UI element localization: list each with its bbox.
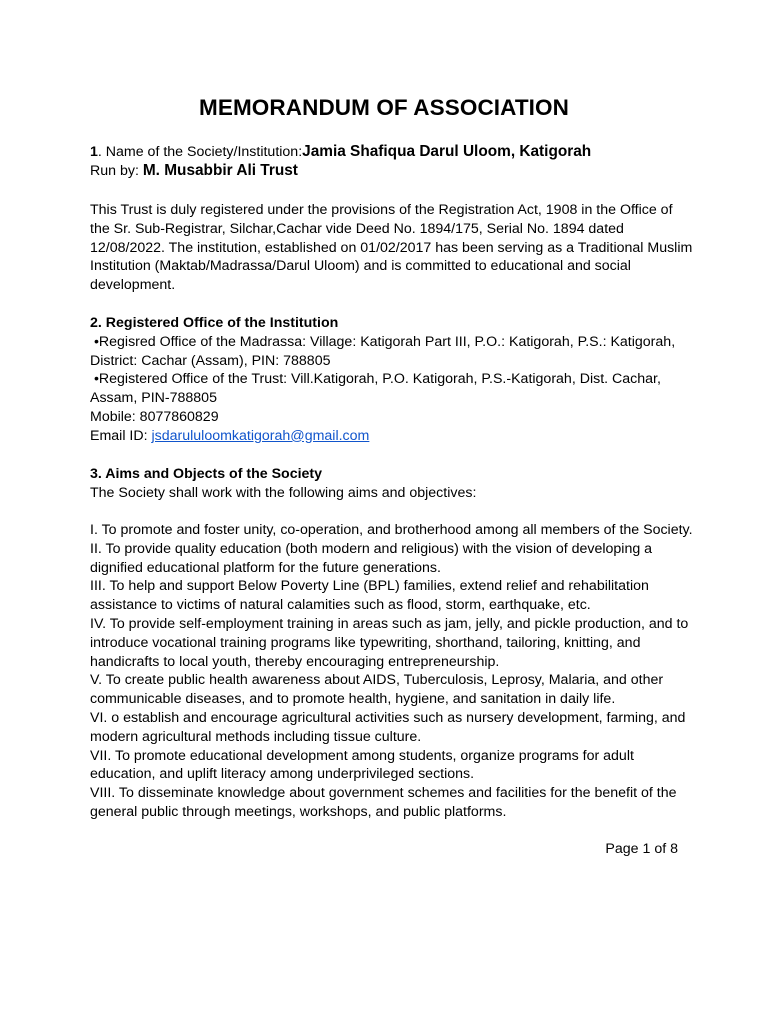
run-by-trust: M. Musabbir Ali Trust	[142, 161, 298, 179]
email-label: Email ID:	[90, 427, 152, 444]
aim-line: I. To promote and foster unity, co-operation, and brotherhood among all members of the Society.	[90, 522, 693, 538]
aim-line: IV. To provide self-employment training in areas such as jam, jelly, and pickle production, and to	[90, 615, 689, 632]
aim-line: VI. o establish and encourage agricultural activities such as nursery development, farming, and	[90, 709, 686, 726]
aim-line: modern agricultural methods including tissue culture.	[90, 728, 422, 745]
intro-paragraph	[90, 201, 693, 295]
aim-line: assistance to victims of natural calamities such as flood, storm, earthquake, etc.	[90, 597, 591, 614]
document-title: MEMORANDUM OF ASSOCIATION	[199, 95, 569, 120]
section-1	[90, 143, 690, 181]
section-3	[90, 465, 690, 503]
institution-name: Jamia Shafiqua Darul Uloom, Katigorah	[302, 143, 592, 160]
aim-line: II. To provide quality education (both modern and religious) with the vision of developing a	[90, 540, 653, 557]
office-line: •Regisred Office of the Madrassa: Village: Katigorah Part III, P.O.: Katigorah, P.S.: Katigorah,	[90, 333, 676, 350]
section-1-number: 1	[90, 144, 98, 160]
section-2	[90, 314, 690, 446]
section-1-label: . Name of the Society/Institution:	[97, 144, 303, 160]
aim-line: VIII. To disseminate knowledge about government schemes and facilities for the benefit of the	[90, 785, 677, 802]
aim-line: dignified educational platform for the future generations.	[90, 559, 441, 576]
intro-line: 12/08/2022. The institution, established on 01/02/2017 has been serving as a Traditional Muslim	[90, 239, 693, 256]
office-line: Assam, PIN-788805	[90, 390, 217, 407]
intro-line: This Trust is duly registered under the provisions of the Registration Act, 1908 in the Office of	[90, 202, 673, 218]
run-by-label: Run by:	[90, 162, 143, 179]
aim-line: education, and uplift literacy among underprivileged sections.	[90, 766, 475, 783]
mobile-line: Mobile: 8077860829	[90, 408, 219, 425]
section-3-heading: 3. Aims and Objects of the Society	[90, 466, 323, 482]
aim-line: VII. To promote educational development among students, organize programs for adult	[90, 747, 634, 764]
page-number: Page 1 of 8	[605, 841, 678, 857]
intro-line: the Sr. Sub-Registrar, Silchar,Cachar vide Deed No. 1894/175, Serial No. 1894 dated	[90, 220, 624, 237]
email-link[interactable]: jsdarululoomkatigorah@gmail.com	[151, 427, 370, 444]
intro-line: development.	[90, 277, 176, 294]
aims-list	[90, 521, 693, 822]
office-line: District: Cachar (Assam), PIN: 788805	[90, 352, 331, 369]
aim-line: handicrafts to local youth, thereby encouraging entrepreneurship.	[90, 653, 500, 670]
aim-line: introduce vocational training programs like typewriting, shorthand, tailoring, knitting, and	[90, 634, 641, 651]
aim-line: general public through meetings, workshops, and public platforms.	[90, 803, 507, 820]
aim-line: III. To help and support Below Poverty Line (BPL) families, extend relief and rehabilitation	[90, 578, 649, 595]
office-line: •Registered Office of the Trust: Vill.Katigorah, P.O. Katigorah, P.S.-Katigorah, Dist. Cachar,	[90, 371, 661, 388]
section-3-intro: The Society shall work with the following aims and objectives:	[90, 484, 477, 501]
aim-line: V. To create public health awareness about AIDS, Tuberculosis, Leprosy, Malaria, and other	[90, 672, 664, 689]
intro-line: Institution (Maktab/Madrassa/Darul Uloom) and is committed to educational and social	[90, 258, 631, 275]
section-2-heading: 2. Registered Office of the Institution	[90, 315, 339, 331]
aim-line: communicable diseases, and to promote health, hygiene, and sanitation in daily life.	[90, 691, 616, 708]
